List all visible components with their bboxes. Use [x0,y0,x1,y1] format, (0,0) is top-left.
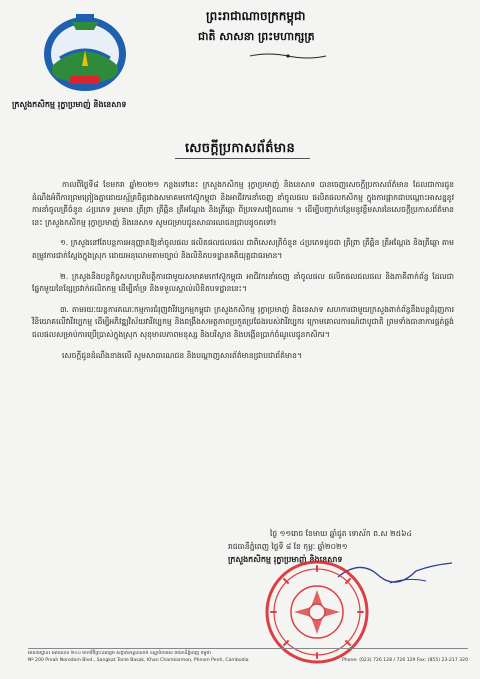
motto-line: ជាតិ សាសនា ព្រះមហាក្សត្រ [198,30,315,43]
ministry-logo [40,6,130,92]
list-item: ១. ក្រសួងនៅតែបន្តការអនុញ្ញាតឱ្យនាំចូលផល ផលិតផលជលផល ជាពិសេសត្រីចំនួន ៤ប្រភេទដូចជា ត្រីព្រា ត្រីឆ្ពិន ត្រីអណ្ដែង និងត្រីឆ្តោ តាមតម្រូវការជាក់ស្តែងក្នុងស្រុក ដោយអនុលោមតាមច្បាប់ និងលិខិតបទដ្ឋានគតិយុត្តជាធរមាន។ [32,238,454,260]
kingdom-line: ព្រះរាជាណាចក្រកម្ពុជា [206,9,306,23]
title-underline [175,158,310,159]
intro-paragraph: កាលពីថ្ងៃទី៨ ខែមករា ឆ្នាំ២០២១ កន្លងទៅនេះ ក្រសួងកសិកម្ម រុក្ខាប្រមាញ់ និងនេសាទ បានចេញសេចក្តីប្រកាសព័ត៌មាន ដែលជាការជូនដំណឹងអំពីការព្រមព្រៀងគ្នាដោយស្ម័គ្រចិត្តរវាងសមាគមកៅស៊ូកម្ពុជា និងអាជីវករនាំចេញ នាំចូលផល ផលិតផលកសិកម្ម ក្នុងការផ្អាកជាបណ្ដោះអាសន្ននូវការនាំចូលត្រីចំនួន ៤ប្រភេទ រួមមាន ត្រីព្រា ត្រីឆ្ពិន ត្រីអណ្ដែង និងត្រីឆ្តោ ពីប្រទេសវៀតណាម ។ ដើម្បីបញ្ជាក់បន្ថែមនូវខ្លឹមសារនៃសេចក្តីប្រកាសព័ត៌មាននេះ ក្រសួងកសិកម្ម រុក្ខាប្រមាញ់ និងនេសាទ សូមជម្រាបជូនសាធារណជនជ្រាបដូចតទៅ៖ [32,180,454,227]
footer-address-km: អាសយដ្ឋាន៖ អគារលេខ ២០០ មហាវិថីព្រះនរោត្តម សង្កាត់ទន្លេបាសាក់ ខណ្ឌចំការមន រាជធានីភ្នំពេញ កម្ពុជា [28,651,211,656]
footer-address-en: Nº 200 Preah Norodom Blvd., Sangkat Tonle Basak, Khan Chamkarmon, Phnom Penh, Cambodia [28,658,249,663]
closing-paragraph: សេចក្តីជូនដំណឹងខាងលើ សូមសាធារណជន និងបណ្តាញសារព័ត៌មានជ្រាបជាព័ត៌មាន។ [62,350,302,360]
list-item: ៣. តាមរយៈយន្តការគណៈកម្មការជំរុញវារីវប្បកម្មកម្ពុជា ក្រសួងកសិកម្ម រុក្ខាប្រមាញ់ និងនេសាទ សហការជាមួយក្រសួងពាក់ព័ន្ធនឹងបន្តជំរុញការវិនិយោគលើវារីវប្បកម្ម ដើម្បីអភិវឌ្ឍវិស័យវារីវប្បកម្ម និងពង្រឹងសមត្ថភាពប្រកួតប្រជែងរបស់វារីវប្បករ ក្រោមគោលការណ៍ជាបូជាតិ ព្រមទាំងធានាការផ្គត់ផ្គង់ជលផលសម្រាប់ការប្រើប្រាស់ក្នុងស្រុក សុខុមាលភាពមនុស្ស និងបរិស្ថាន និងបង្កើនប្រាក់ចំណូលជូនកសិករ។ [32,304,454,339]
document-body [32,179,454,370]
ministry-name: ក្រសួងកសិកម្ម រុក្ខាប្រមាញ់ និងនេសាទ [12,100,127,109]
document-title: សេចក្តីប្រកាសព័ត៌មាន [184,141,296,156]
city-date: រាជធានីភ្នំពេញ ថ្ងៃទី ៨ ខែ កុម្ភៈ ឆ្នាំ២០២១ [228,542,348,551]
kingdom-heading [188,8,478,65]
ministry-emblem-icon [40,6,130,92]
footer-phone: Phone: (023) 726 128 / 726 129 Fax: (855) 23-217 320 [341,658,468,663]
flourish-icon [248,51,328,61]
lunar-date: ថ្ងៃ ១១រោច ខែមាឃ ឆ្នាំជូត ទោស័ក ព.ស ២៥៦៤ [270,529,412,538]
footer [28,650,468,664]
signatory: ក្រសួងកសិកម្ម រុក្ខាប្រមាញ់ និងនេសាទ [228,555,343,564]
list-item: ២. ក្រសួងនឹងបន្តកិច្ចសហប្រតិបត្តិការជាមួយសមាគមកៅស៊ូកម្ពុជា អាជីវករនាំចេញ នាំចូលផល ផលិតផលជលផល និងភាគីពាក់ព័ន្ធ ដែលជាផ្នែកមួយនៃខ្សែច្រវាក់ផលិតកម្ម ដើម្បីគាំទ្រ និងទទួលស្គាល់លិខិតបទដ្ឋាននេះ។ [32,271,454,294]
footer-divider [28,648,468,649]
